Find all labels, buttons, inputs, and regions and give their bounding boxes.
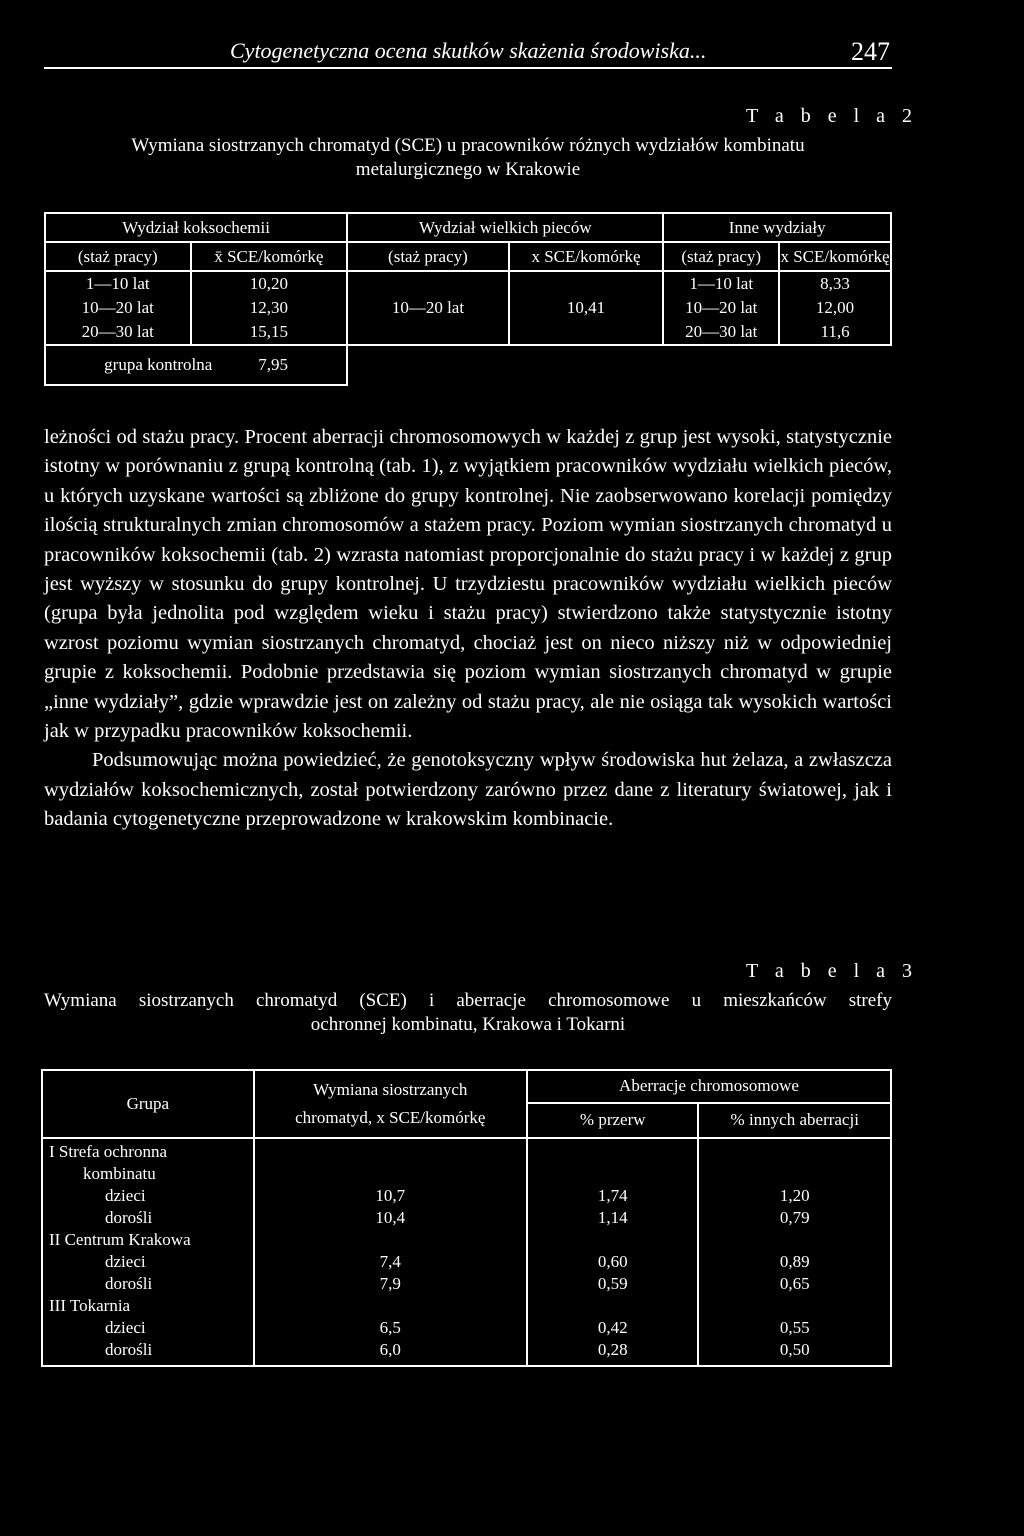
group-name: III Tokarnia bbox=[49, 1296, 131, 1315]
header-rule bbox=[44, 67, 892, 69]
table2-group-header: Wydział koksochemii bbox=[45, 213, 347, 242]
innych-value: 1,20 bbox=[779, 1186, 810, 1205]
table3-body bbox=[42, 1138, 891, 1366]
table2-control-row bbox=[45, 345, 891, 385]
sce-value: 6,0 bbox=[379, 1340, 401, 1359]
table2-row bbox=[45, 296, 891, 320]
row-label: dorośli bbox=[105, 1208, 153, 1227]
table2-cell: 15,15 bbox=[191, 320, 348, 345]
group-name: I Strefa ochronna bbox=[49, 1142, 168, 1161]
table2-cell bbox=[509, 271, 664, 296]
przerw-value: 0,28 bbox=[597, 1340, 628, 1359]
table2-row bbox=[45, 320, 891, 345]
table2-cell: 12,00 bbox=[779, 296, 891, 320]
table2-subheader: x SCE/komórkę bbox=[509, 242, 664, 271]
group-name: kombinatu bbox=[83, 1164, 156, 1183]
table3-header-grupa: Grupa bbox=[42, 1070, 254, 1138]
table2-cell: 10—20 lat bbox=[347, 296, 508, 320]
sce-value: 6,5 bbox=[379, 1318, 401, 1337]
table3-header-przerw: % przerw bbox=[527, 1103, 699, 1138]
control-group-value: 7,95 bbox=[258, 355, 289, 374]
przerw-value: 1,14 bbox=[597, 1208, 628, 1227]
table2-cell: 20—30 lat bbox=[663, 320, 779, 345]
table2-cell: 8,33 bbox=[779, 271, 891, 296]
table2-cell: 10—20 lat bbox=[663, 296, 779, 320]
row-label: dorośli bbox=[105, 1274, 153, 1293]
table2-cell: 10,41 bbox=[509, 296, 664, 320]
paragraph: leżności od stażu pracy. Procent aberracji chromosomowych w każdej z grup jest wysoki, statystycznie istotny w porównaniu z grupą kontrolną (tab. 1), z wyjątkiem pracowników wydziału wielkich pieców, u których uzyskane wartości są zbliżone do grupy kontrolnej. Nie zaobserwowano korelacji pomiędzy ilością strukturalnych zmian chromosomów a stażem pracy. Poziom wymian siostrzanych chromatyd u pracowników koksochemii (tab. 2) wzrasta natomiast proporcjonalnie do stażu pracy i w każdej z grup jest wyższy w stosunku do grupy kontrolnej. U trzydziestu pracowników wydziału wielkich pieców (grupa była jednolita pod względem wieku i stażu pracy) stwierdzono także statystycznie istotny wzrost poziomu wymian siostrzanych chromatyd, chociaż jest on nieco niższy niż w odpowiedniej grupie z koksochemii. Podobnie przedstawia się poziom wymian siostrzanych chromatyd w grupie „inne wydziały”, gdzie wprawdzie jest on zależny od stażu pracy, ale nie osiąga tak wysokich wartości jak w przypadku pracowników koksochemii. bbox=[44, 426, 892, 743]
table2-cell: 1—10 lat bbox=[663, 271, 779, 296]
sce-value: 10,4 bbox=[375, 1208, 406, 1227]
innych-value: 0,55 bbox=[779, 1318, 810, 1337]
przerw-value: 1,74 bbox=[597, 1186, 628, 1205]
table3-header-innych: % innych aberracji bbox=[698, 1103, 891, 1138]
table2-cell: 10—20 lat bbox=[45, 296, 191, 320]
table3-caption-line2: ochronnej kombinatu, Krakowa i Tokarni bbox=[310, 1014, 626, 1035]
przerw-value: 0,42 bbox=[597, 1318, 628, 1337]
table2-caption-line1: Wymiana siostrzanych chromatyd (SCE) u pracowników różnych wydziałów kombinatu bbox=[131, 135, 805, 156]
innych-value: 0,50 bbox=[779, 1340, 810, 1359]
page-number: 247 bbox=[851, 37, 890, 66]
row-label: dzieci bbox=[105, 1318, 146, 1337]
table2-group-header: Inne wydziały bbox=[663, 213, 891, 242]
table2-row bbox=[45, 271, 891, 296]
table2-subheader: x SCE/komórkę bbox=[779, 242, 891, 271]
row-label: dzieci bbox=[105, 1186, 146, 1205]
table3-header-sce-line1: Wymiana siostrzanych bbox=[313, 1080, 468, 1099]
table3-label: T a b e l a 3 bbox=[746, 960, 919, 982]
innych-value: 0,79 bbox=[779, 1208, 810, 1227]
row-label: dorośli bbox=[105, 1340, 153, 1359]
table2-caption bbox=[44, 134, 892, 182]
table3-caption-line1: Wymiana siostrzanych chromatyd (SCE) i aberracje chromosomowe u mieszkańców strefy bbox=[44, 990, 892, 1011]
table3 bbox=[41, 1069, 892, 1367]
table2-cell bbox=[509, 320, 664, 345]
table2-cell bbox=[347, 320, 508, 345]
table3-header-aberr: Aberracje chromosomowe bbox=[527, 1070, 891, 1103]
table2-cell bbox=[347, 271, 508, 296]
przerw-value: 0,60 bbox=[597, 1252, 628, 1271]
table2-group-header: Wydział wielkich pieców bbox=[347, 213, 663, 242]
table2-cell: 12,30 bbox=[191, 296, 348, 320]
paragraph: Podsumowując można powiedzieć, że genotoksyczny wpływ środowiska hut żelaza, a zwłaszcza wydziałów koksochemicznych, został potwierdzony zarówno przez dane z literatury światowej, jak i badania cytogenetyczne przeprowadzone w krakowskim kombinacie. bbox=[44, 749, 892, 831]
table3-header-sce bbox=[254, 1070, 527, 1138]
table3-caption bbox=[44, 989, 892, 1037]
innych-value: 0,89 bbox=[779, 1252, 810, 1271]
table2-cell: 10,20 bbox=[191, 271, 348, 296]
table2-cell: 11,6 bbox=[779, 320, 891, 345]
innych-value: 0,65 bbox=[779, 1274, 810, 1293]
table2-cell: 20—30 lat bbox=[45, 320, 191, 345]
body-text bbox=[44, 423, 892, 835]
table3-header-sce-line2: chromatyd, x SCE/komórkę bbox=[295, 1108, 486, 1127]
control-group-label: grupa kontrolna bbox=[104, 355, 213, 374]
table2-subheader: x̄ SCE/komórkę bbox=[191, 242, 348, 271]
table2-caption-line2: metalurgicznego w Krakowie bbox=[355, 159, 581, 180]
table2 bbox=[44, 212, 892, 386]
running-title: Cytogenetyczna ocena skutków skażenia środowiska... bbox=[230, 38, 707, 63]
table2-label: T a b e l a 2 bbox=[746, 105, 919, 127]
przerw-value: 0,59 bbox=[597, 1274, 628, 1293]
table2-subheader: (staż pracy) bbox=[663, 242, 779, 271]
sce-value: 7,4 bbox=[379, 1252, 401, 1271]
table2-subheader: (staż pracy) bbox=[347, 242, 508, 271]
sce-value: 7,9 bbox=[379, 1274, 401, 1293]
table2-subheader: (staż pracy) bbox=[45, 242, 191, 271]
group-name: II Centrum Krakowa bbox=[49, 1230, 191, 1249]
row-label: dzieci bbox=[105, 1252, 146, 1271]
sce-value: 10,7 bbox=[375, 1186, 406, 1205]
table2-cell: 1—10 lat bbox=[45, 271, 191, 296]
